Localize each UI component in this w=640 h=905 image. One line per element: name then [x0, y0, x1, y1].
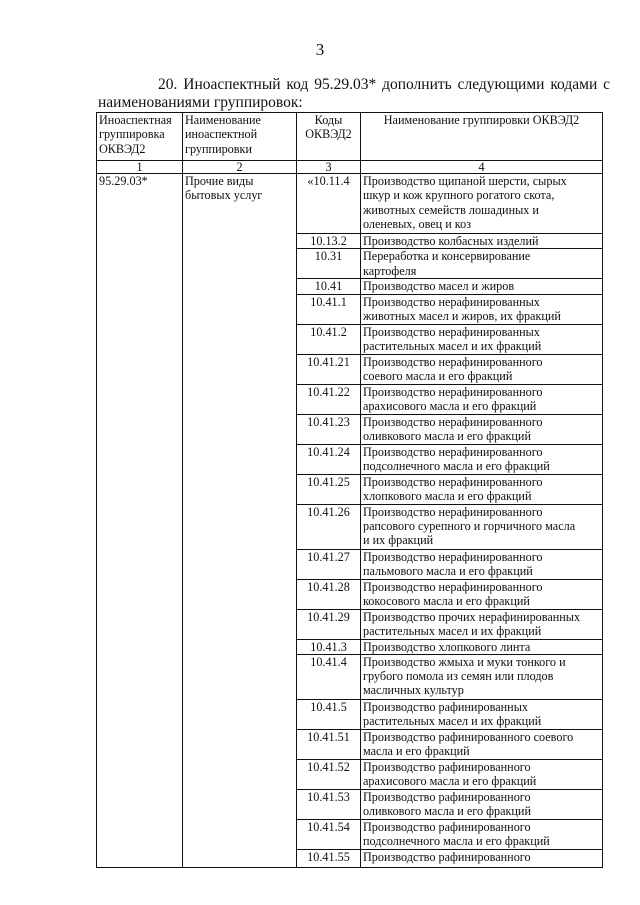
okved-name-line: Производство нерафинированного	[363, 504, 543, 519]
header-group-name	[183, 113, 297, 161]
okved-name-line: растительных масел и их фракций	[363, 623, 542, 638]
okved-name-line: Производство хлопкового линта	[363, 639, 531, 654]
okved-code-cell: «10.11.4	[297, 174, 361, 234]
okved-code-cell: 10.41	[297, 279, 361, 294]
okved-code-cell: 10.41.22	[297, 384, 361, 414]
okved-name-cell	[361, 444, 603, 474]
column-index: 4	[361, 161, 603, 174]
okved-name-line: грубого помола из семян или плодов	[363, 669, 554, 684]
okved-name-line: оливкового масла и его фракций	[363, 804, 531, 819]
okved-code-cell: 10.41.24	[297, 444, 361, 474]
okved-code-cell: 10.41.53	[297, 789, 361, 819]
intro-line-2: наименованиями группировок:	[98, 94, 303, 111]
okved-name-cell	[361, 354, 603, 384]
group-name-line: бытовых услуг	[185, 188, 263, 203]
okved-name-line: Производство колбасных изделий	[363, 234, 539, 248]
okved-name-line: масла и его фракций	[363, 744, 470, 759]
okved-name-cell	[361, 279, 603, 294]
okved-name-cell	[361, 729, 603, 759]
okved-name-cell	[361, 639, 603, 654]
group-name-line: Прочие виды	[185, 174, 254, 188]
okved-name-line: Производство нерафинированного	[363, 549, 543, 564]
okved-name-line: хлопкового масла и его фракций	[363, 488, 532, 503]
okved-code-cell: 10.31	[297, 249, 361, 279]
okved-name-line: кокосового масла и его фракций	[363, 593, 530, 608]
okved-name-line: Производство рафинированного	[363, 759, 531, 774]
column-index: 2	[183, 161, 297, 174]
okved-name-cell	[361, 324, 603, 354]
header-row	[97, 113, 603, 161]
okved-name-line: Производство нерафинированного	[363, 444, 543, 459]
okved-name-cell	[361, 414, 603, 444]
okved-name-line: Производство рафинированных	[363, 699, 528, 714]
header-col2-line: Наименование	[185, 113, 261, 127]
codes-table	[96, 112, 603, 868]
okved-code-cell: 10.41.51	[297, 729, 361, 759]
okved-code-cell: 10.41.55	[297, 849, 361, 867]
okved-code-cell: 10.41.21	[297, 354, 361, 384]
okved-name-line: и их фракций	[363, 533, 434, 548]
okved-name-cell	[361, 504, 603, 549]
header-okved-name: Наименование группировки ОКВЭД2	[361, 113, 603, 161]
header-col1-line: группировка	[99, 127, 165, 142]
okved-code-cell: 10.41.54	[297, 819, 361, 849]
okved-name-line: подсолнечного масла и его фракций	[363, 458, 550, 473]
okved-name-line: рапсового сурепного и горчичного масла	[363, 518, 576, 533]
okved-name-line: Производство нерафинированного	[363, 354, 543, 369]
okved-name-cell	[361, 609, 603, 639]
okved-code-cell: 10.41.52	[297, 759, 361, 789]
okved-name-line: оливкового масла и его фракций	[363, 428, 531, 443]
okved-name-line: шкур и кож крупного рогатого скота,	[363, 188, 555, 203]
okved-name-line: Производство нерафинированного	[363, 384, 543, 399]
intro-line-1: 20. Иноаспектный код 95.29.03* дополнить следующими кодами с	[158, 76, 610, 93]
okved-name-line: Производство рафинированного	[363, 789, 531, 804]
column-index: 1	[97, 161, 183, 174]
okved-name-line: Производство щипаной шерсти, сырых	[363, 174, 567, 188]
okved-code-cell: 10.41.2	[297, 324, 361, 354]
okved-code-cell: 10.41.23	[297, 414, 361, 444]
header-col1-line: ОКВЭД2	[99, 141, 146, 156]
okved-name-cell	[361, 174, 603, 234]
okved-name-line: растительных масел и их фракций	[363, 338, 542, 353]
okved-code-cell: 10.13.2	[297, 234, 361, 249]
okved-name-line: оленевых, овец и коз	[363, 216, 472, 231]
index-row	[97, 161, 603, 174]
okved-name-cell	[361, 654, 603, 699]
okved-name-cell	[361, 474, 603, 504]
okved-name-line: Производство рафинированного	[363, 849, 531, 864]
okved-name-line: пальмового масла и его фракций	[363, 563, 533, 578]
okved-name-cell	[361, 699, 603, 729]
okved-name-line: арахисового масла и его фракций	[363, 774, 537, 789]
header-col2-line: группировки	[185, 141, 252, 156]
okved-name-cell	[361, 294, 603, 324]
group-name-cell	[183, 174, 297, 868]
okved-name-cell	[361, 234, 603, 249]
okved-name-line: соевого масла и его фракций	[363, 368, 513, 383]
okved-name-line: Производство прочих нерафинированных	[363, 609, 581, 624]
header-group-code	[97, 113, 183, 161]
okved-name-line: Производство нерафинированных	[363, 294, 540, 309]
header-col3-line: ОКВЭД2	[305, 127, 352, 142]
okved-name-line: Производство рафинированного	[363, 819, 531, 834]
okved-name-line: Производство рафинированного соевого	[363, 729, 574, 744]
okved-name-cell	[361, 819, 603, 849]
header-col2-line: иноаспектной	[185, 127, 258, 142]
okved-name-cell	[361, 549, 603, 579]
okved-code-cell: 10.41.1	[297, 294, 361, 324]
okved-code-cell: 10.41.29	[297, 609, 361, 639]
okved-code-cell: 10.41.3	[297, 639, 361, 654]
intro-paragraph	[98, 76, 610, 112]
header-col3-line: Коды	[314, 113, 343, 127]
okved-name-line: Производство нерафинированного	[363, 474, 543, 489]
okved-name-cell	[361, 789, 603, 819]
okved-name-cell	[361, 249, 603, 279]
okved-name-cell	[361, 579, 603, 609]
okved-name-line: Производство жмыха и муки тонкого и	[363, 654, 566, 669]
okved-name-line: Производство нерафинированных	[363, 324, 540, 339]
okved-name-line: животных семейств лошадиных и	[363, 202, 539, 217]
okved-name-cell	[361, 849, 603, 867]
okved-name-cell	[361, 384, 603, 414]
okved-name-line: Производство масел и жиров	[363, 279, 515, 294]
okved-name-line: Производство нерафинированного	[363, 579, 543, 594]
okved-code-cell: 10.41.4	[297, 654, 361, 699]
okved-name-line: Производство нерафинированного	[363, 414, 543, 429]
okved-code-cell: 10.41.25	[297, 474, 361, 504]
okved-name-line: животных масел и жиров, их фракций	[363, 308, 561, 323]
okved-code-cell: 10.41.26	[297, 504, 361, 549]
okved-name-line: картофеля	[363, 263, 417, 278]
okved-code-cell: 10.41.5	[297, 699, 361, 729]
header-okved-codes	[297, 113, 361, 161]
okved-name-line: Переработка и консервирование	[363, 249, 531, 264]
page-number: 3	[315, 40, 325, 59]
column-index: 3	[297, 161, 361, 174]
okved-name-line: арахисового масла и его фракций	[363, 398, 537, 413]
group-code-cell: 95.29.03*	[97, 174, 183, 868]
table-row	[97, 174, 603, 234]
okved-name-line: масличных культур	[363, 683, 464, 698]
okved-code-cell: 10.41.27	[297, 549, 361, 579]
okved-name-cell	[361, 759, 603, 789]
header-col1-line: Иноаспектная	[99, 113, 172, 127]
okved-name-line: подсолнечного масла и его фракций	[363, 834, 550, 849]
okved-code-cell: 10.41.28	[297, 579, 361, 609]
okved-name-line: растительных масел и их фракций	[363, 714, 542, 729]
